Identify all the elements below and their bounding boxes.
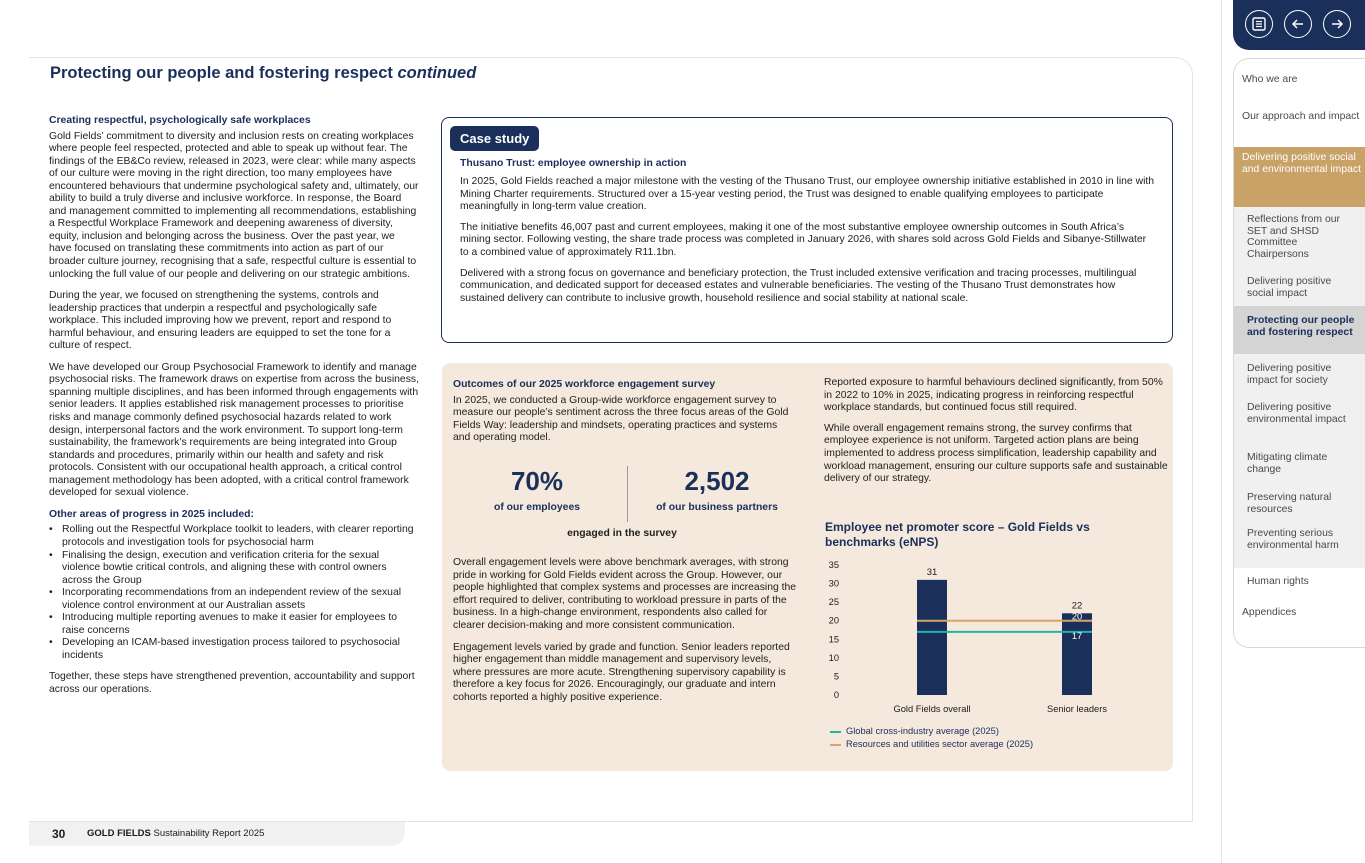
back-arrow-icon bbox=[1290, 16, 1306, 32]
legend-swatch bbox=[830, 744, 841, 746]
survey-right-text bbox=[824, 377, 1170, 494]
data-label: 22 bbox=[1071, 600, 1083, 612]
chart-title: Employee net promoter score – Gold Fields vs benchmarks (eNPS) bbox=[825, 520, 1090, 549]
y-tick-label: 25 bbox=[828, 597, 839, 608]
contents-icon bbox=[1251, 16, 1267, 32]
paragraph: We have developed our Group Psychosocial Framework to identify and manage psychosocial risks. The framework draws on expertise from across the business, spanning multiple disciplines, and has been informed through engagements with senior leaders. It applies established risk management processes to prioritise risks and manage commonly defined psychosocial hazards related to work design, interpersonal factors and the work environment. To support long-term sustainability, the framework’s requirements are being integrated into Group standards and procedures, primarily within our health and safety and risk protocols. Consistent with our occupational health approach, a critical control management methodology has been adopted, with a critical control framework developed for sexual violence. bbox=[49, 361, 419, 499]
forward-button[interactable] bbox=[1323, 10, 1351, 38]
list-item: • Rolling out the Respectful Workplace toolkit to leaders, with clearer reporting protocols and investigation tools for psychosocial harm bbox=[49, 524, 419, 549]
y-tick-label: 35 bbox=[828, 560, 839, 570]
nav-environmental-harm[interactable]: Preventing serious environmental harm bbox=[1234, 526, 1365, 568]
survey-heading: Outcomes of our 2025 workforce engagement survey bbox=[453, 379, 716, 390]
case-study-body bbox=[460, 176, 1156, 313]
section-heading: Other areas of progress in 2025 included: bbox=[49, 508, 254, 520]
footer bbox=[29, 822, 405, 846]
chart-legend bbox=[830, 725, 1033, 751]
nav-protecting-our-people[interactable]: Protecting our people and fostering respect bbox=[1234, 306, 1365, 354]
case-study-box bbox=[441, 117, 1173, 343]
bar-gold-fields-overall bbox=[917, 580, 947, 695]
stat-label: of our employees bbox=[493, 502, 581, 513]
stat-employees bbox=[452, 466, 622, 513]
legend-entry bbox=[830, 738, 1033, 751]
survey-stats bbox=[452, 466, 792, 526]
bar-senior-leaders bbox=[1062, 613, 1092, 695]
case-study-heading: Thusano Trust: employee ownership in action bbox=[460, 158, 687, 169]
nav-appendices[interactable]: Appendices bbox=[1242, 607, 1297, 618]
stat-divider bbox=[627, 466, 628, 522]
nav-environmental-impact[interactable]: Delivering positive environmental impact bbox=[1247, 402, 1346, 425]
report-name: Sustainability Report 2025 bbox=[153, 828, 265, 839]
stat-label: of our business partners bbox=[656, 502, 778, 513]
forward-arrow-icon bbox=[1329, 16, 1345, 32]
y-tick-label: 5 bbox=[833, 671, 839, 682]
paragraph: Reported exposure to harmful behaviours declined significantly, from 50% in 2022 to 10% in 2025, indicating progress in reinforcing respectful workplace standards, but continued focus still required. bbox=[824, 377, 1163, 414]
list-item: • Developing an ICAM-based investigation process tailored to psychosocial incidents bbox=[49, 637, 419, 662]
x-tick-label: Gold Fields overall bbox=[893, 704, 971, 714]
nav-toolbar bbox=[1233, 0, 1365, 50]
case-study-tag: Case study bbox=[450, 126, 539, 151]
title-suffix: continued bbox=[397, 64, 477, 82]
stat-caption: engaged in the survey bbox=[567, 528, 677, 539]
list-item: • Incorporating recommendations from an independent review of the sexual violence control environment at our Australian assets bbox=[49, 587, 419, 612]
nav-who-we-are[interactable]: Who we are bbox=[1242, 74, 1298, 85]
paragraph: While overall engagement remains strong, the survey confirms that employee experience is not uniform. Targeted action plans are being implemented to address process simplification, leadership capability and workload management, ensuring our culture supports safe and sustainable delivery of our strategy. bbox=[824, 422, 1168, 485]
section-nav bbox=[1233, 58, 1365, 648]
paragraph: In 2025, Gold Fields reached a major milestone with the vesting of the Thusano Trust, our employee ownership initiative established in 2010 in line with Mining Charter requirements. Structured over a 15-year vesting period, the Trust was designed to enable qualifying employees to participate meaningfully in long-term value creation. bbox=[460, 176, 1155, 213]
enps-chart bbox=[817, 558, 1117, 718]
nav-delivering-positive-impact[interactable]: Delivering positive social and environmental impact bbox=[1234, 147, 1365, 207]
paragraph: Gold Fields’ commitment to diversity and inclusion rests on creating workplaces where people feel respected, protected and able to speak up without fear. The findings of the EB&Co review, released in 2023, were clear: while many aspects of our culture were moving in the right direction, too many employees have encountered behaviours that undermine psychological safety and, ultimately, our ability to build a truly diverse and inclusive workforce. In response, the Board and management committed to implementing all recommendations, establishing a Respectful Workplace Framework and deepening awareness of diversity, equity, inclusion and belonging across the business. Over the past year, we have focused on translating these commitments into action as part of our broader culture journey, recognising that a safe, respectful culture is essential to unlocking the full value of our people and delivering on our strategic ambitions. bbox=[49, 130, 419, 280]
y-tick-label: 20 bbox=[828, 615, 839, 626]
right-margin-line bbox=[1221, 0, 1222, 863]
nav-natural-resources[interactable]: Preserving natural resources bbox=[1247, 492, 1332, 515]
footer-brand bbox=[87, 828, 264, 839]
stat-value: 2,502 bbox=[684, 466, 750, 496]
page-title bbox=[50, 64, 476, 83]
nav-impact-for-society[interactable]: Delivering positive impact for society bbox=[1234, 354, 1365, 568]
paragraph: During the year, we focused on strengthening the systems, controls and leadership practices that underpin a respectful and psychologically safe workplace. This included improving how we prevent, report and respond to harmful behaviour, and ensuring leaders are equipped to set the tone for a culture of respect. bbox=[49, 290, 392, 352]
y-tick-label: 10 bbox=[828, 652, 839, 663]
legend-label: Global cross-industry average (2025) bbox=[846, 726, 999, 736]
nav-social-impact[interactable]: Delivering positive social impact bbox=[1234, 269, 1365, 306]
page-number: 30 bbox=[52, 827, 66, 841]
legend-label: Resources and utilities sector average (2025) bbox=[846, 739, 1034, 749]
paragraph: Delivered with a strong focus on governance and beneficiary protection, the Trust included extensive verification and tracing processes, multilingual communication, and dedicated support for deceased estates and vulnerable beneficiaries. The vesting of the Thusano Trust demonstrates how sustained delivery can contribute to inclusive growth, household resilience and social stability at national scale. bbox=[460, 267, 1137, 304]
x-tick-label: Senior leaders bbox=[1047, 704, 1107, 714]
survey-findings bbox=[453, 557, 798, 714]
nav-our-approach[interactable]: Our approach and impact bbox=[1242, 111, 1360, 122]
reference-label: 20 bbox=[1071, 611, 1083, 622]
y-tick-label: 0 bbox=[833, 690, 839, 700]
left-column bbox=[49, 115, 419, 706]
paragraph: Engagement levels varied by grade and function. Senior leaders reported higher engagement than middle management and supervisory levels, where pressures are more acute. Strengthening supervisory capability is therefore a key focus for 2026. Encouragingly, our graduate and intern cohorts reported a highly positive experience. bbox=[453, 641, 790, 703]
paragraph: Together, these steps have strengthened prevention, accountability and support across our operations. bbox=[49, 671, 415, 695]
contents-button[interactable] bbox=[1245, 10, 1273, 38]
legend-swatch bbox=[830, 731, 841, 733]
list-item: • Finalising the design, execution and verification criteria for the sexual violence bowtie critical controls, and aligning these with control owners across the Group bbox=[49, 550, 419, 588]
paragraph: In 2025, we conducted a Group-wide workforce engagement survey to measure our people’s sentiment across the three focus areas of the Gold Fields Way: leadership and mindsets, operating practices and systems and operating model. bbox=[453, 394, 789, 444]
survey-intro bbox=[453, 379, 793, 453]
section-heading: Creating respectful, psychologically safe workplaces bbox=[49, 115, 311, 126]
data-label: 31 bbox=[926, 566, 938, 578]
paragraph: The initiative benefits 46,007 past and current employees, making it one of the most substantive employee ownership outcomes in South Africa’s mining sector. Following vesting, the share trade process was completed in January 2026, with shares sold across Gold Fields and Sibanye-Stillwater to a combined value of approximately R11.1bn. bbox=[460, 221, 1147, 258]
legend-entry bbox=[830, 725, 1033, 738]
back-button[interactable] bbox=[1284, 10, 1312, 38]
paragraph: Overall engagement levels were above benchmark averages, with strong pride in working for Gold Fields evident across the Group. However, our people highlighted that complex systems and processes are increasing the effort required to deliver, contributing to workload pressure in parts of the business. In a high-change environment, respondents also called for clearer decision-making and more consistent communication. bbox=[453, 557, 797, 631]
nav-human-rights[interactable]: Human rights bbox=[1247, 576, 1309, 587]
progress-list bbox=[49, 524, 419, 662]
nav-reflections[interactable]: Reflections from our SET and SHSD Committee Chairpersons bbox=[1234, 207, 1365, 306]
title-main: Protecting our people and fostering respect bbox=[50, 64, 393, 82]
list-item: • Introducing multiple reporting avenues to make it easier for employees to raise concerns bbox=[49, 612, 419, 637]
reference-label: 17 bbox=[1071, 630, 1083, 641]
y-tick-label: 30 bbox=[828, 578, 839, 589]
nav-climate-change[interactable]: Mitigating climate change bbox=[1247, 452, 1328, 475]
y-tick-label: 15 bbox=[828, 634, 839, 645]
survey-box bbox=[442, 363, 1173, 771]
stat-value: 70% bbox=[510, 466, 564, 496]
brand-name: GOLD FIELDS bbox=[87, 828, 151, 839]
stat-business-partners bbox=[632, 466, 802, 513]
